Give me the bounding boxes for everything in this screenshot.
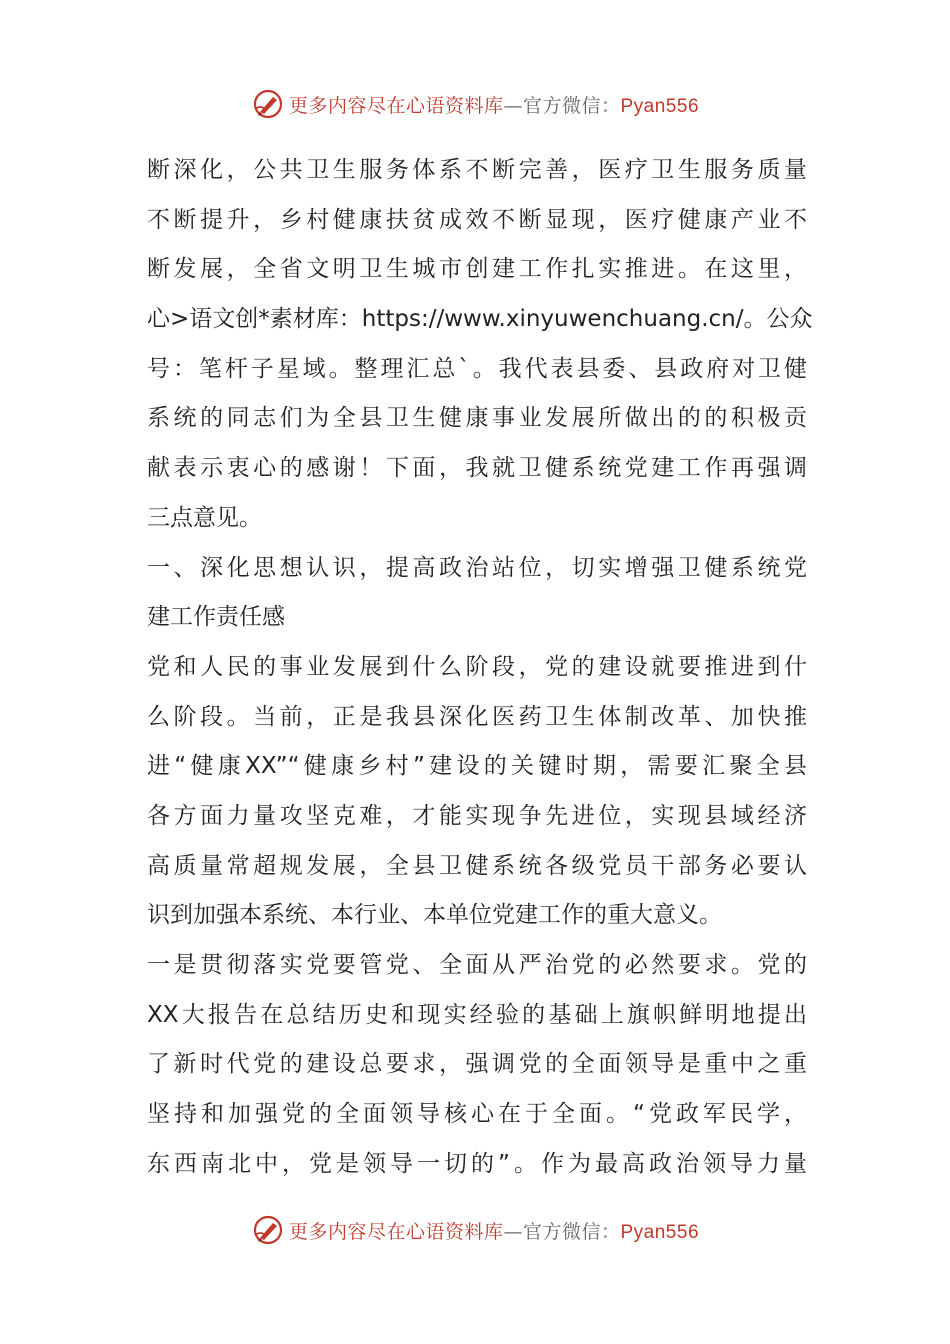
banner-wechat-id: Pyan556 [620,95,700,117]
pen-logo-icon [251,87,285,121]
text-line: 号：笔杆子星域。整理汇总`。我代表县委、县政府对卫健 [147,355,807,382]
text-line: 么阶段。当前，正是我县深化医药卫生体制改革、加快推 [147,703,807,730]
footer-banner [0,1210,950,1250]
text-line: 一是贯彻落实党要管党、全面从严治党的必然要求。党的 [147,952,807,978]
section-heading-line: 建工作责任感 [147,604,285,631]
banner-separator: — [503,1220,523,1243]
text-line: 东西南北中，党是领导一切的”。作为最高政治领导力量 [147,1150,807,1177]
banner-label: 官方微信： [522,1220,621,1243]
document-body [147,146,813,1189]
banner-text [289,91,699,118]
text-line: 断深化，公共卫生服务体系不断完善，医疗卫生服务质量 [147,157,807,183]
text-line: 识到加强本系统、本行业、本单位党建工作的重大意义。 [147,902,722,929]
text-line: 断发展，全省文明卫生城市创建工作扎实推进。在这里， [147,256,807,283]
banner-label: 官方微信： [522,94,621,117]
text-line: 各方面力量攻坚克难，才能实现争先进位，实现县域经济 [147,802,807,829]
text-line: 心>语文创*素材库：https://www.xinyuwenchuang.cn/。公众 [147,306,813,333]
text-line: 系统的同志们为全县卫生健康事业发展所做出的的积极贡 [147,405,807,432]
text-line: XX大报告在总结历史和现实经验的基础上旗帜鲜明地提出 [147,1001,807,1028]
text-line: 三点意见。 [147,504,262,531]
text-line: 了新时代党的建设总要求，强调党的全面领导是重中之重 [147,1051,807,1078]
section-heading-line: 一、深化思想认识，提高政治站位，切实增强卫健系统党 [147,554,807,581]
banner-brand: 更多内容尽在心语资料库 [288,1220,504,1243]
banner-wechat-id: Pyan556 [620,1221,700,1243]
text-line: 党和人民的事业发展到什么阶段，党的建设就要推进到什 [147,653,807,680]
text-line: 坚持和加强党的全面领导核心在于全面。“党政军民学， [147,1101,807,1128]
banner-brand: 更多内容尽在心语资料库 [288,94,504,117]
text-line: 不断提升，乡村健康扶贫成效不断显现，医疗健康产业不 [147,206,807,233]
pen-logo-icon [251,1213,285,1247]
banner-text [289,1217,699,1244]
banner-separator: — [503,94,523,117]
text-line: 献表示衷心的感谢！下面，我就卫健系统党建工作再强调 [147,455,807,482]
text-line: 高质量常超规发展，全县卫健系统各级党员干部务必要认 [147,852,807,879]
text-line: 进“健康XX”“健康乡村”建设的关键时期，需要汇聚全县 [147,753,807,780]
header-banner [0,84,950,124]
